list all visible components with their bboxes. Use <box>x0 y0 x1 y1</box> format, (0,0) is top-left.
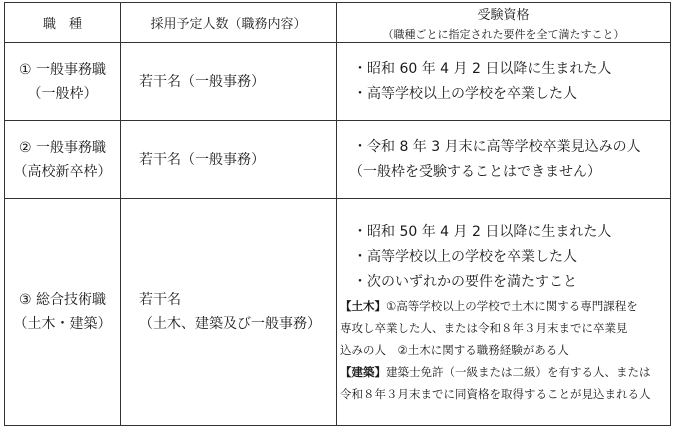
job-category: （一般枠） <box>27 85 98 102</box>
requirement-item: ・高等学校以上の学校を卒業した人 <box>353 248 577 265</box>
recruitment-table <box>4 2 671 426</box>
requirement-item: ・高等学校以上の学校を卒業した人 <box>353 85 577 102</box>
arch-note-line: 令和８年３月末までに同資格を取得することが見込まれる人 <box>340 386 651 401</box>
civil-tag: 【土木】 <box>340 298 386 313</box>
header-qualification-note: （職種ごとに指定された要件を全て満たすこと） <box>382 27 625 41</box>
header-job: 職 種 <box>5 3 121 43</box>
arch-note-line <box>340 361 670 383</box>
count-cell <box>121 121 337 199</box>
count-detail: （土木、建築及び一般事務） <box>139 316 321 333</box>
count-text: 若干名（一般事務） <box>139 151 265 168</box>
table-row <box>5 43 671 121</box>
job-title: ③ 総合技術職 <box>18 292 106 309</box>
job-cell <box>5 121 121 199</box>
requirement-item: （一般枠を受験することはできません） <box>349 163 601 180</box>
count-text: 若干名 <box>139 292 181 309</box>
header-qualification <box>337 3 671 43</box>
count-cell <box>121 199 337 426</box>
civil-text: ①高等学校以上の学校で土木に関する専門課程を <box>386 298 638 313</box>
qualification-cell <box>337 43 671 121</box>
table-row <box>5 121 671 199</box>
arch-text: 建築士免許（一級または二級）を有する人、または <box>386 364 651 379</box>
job-cell <box>5 43 121 121</box>
requirement-item: ・次のいずれかの要件を満たすこと <box>353 273 577 290</box>
job-category: （高校新卒枠） <box>13 163 112 180</box>
job-category: （土木・建築） <box>13 316 112 333</box>
count-text: 若干名（一般事務） <box>139 73 265 90</box>
job-title: ② 一般事務職 <box>18 139 106 156</box>
arch-tag: 【建築】 <box>340 364 386 379</box>
job-cell <box>5 199 121 426</box>
civil-note-line <box>340 295 670 317</box>
requirement-item: ・昭和 60 年 4 月 2 日以降に生まれた人 <box>353 60 612 77</box>
civil-note-line: 込みの人 ②土木に関する職務経験がある人 <box>340 342 569 357</box>
civil-note-line: 専攻し卒業した人、または令和８年３月末までに卒業見 <box>340 320 628 335</box>
requirement-item: ・令和 8 年 3 月末に高等学校卒業見込みの人 <box>353 138 641 155</box>
table-row <box>5 199 671 426</box>
header-qualification-title: 受験資格 <box>477 7 530 23</box>
requirement-item: ・昭和 50 年 4 月 2 日以降に生まれた人 <box>353 223 612 240</box>
header-row <box>5 3 671 43</box>
job-title: ① 一般事務職 <box>18 61 106 78</box>
qualification-cell <box>337 121 671 199</box>
qualification-cell <box>337 199 671 426</box>
count-cell <box>121 43 337 121</box>
header-count: 採用予定人数（職務内容） <box>121 3 337 43</box>
